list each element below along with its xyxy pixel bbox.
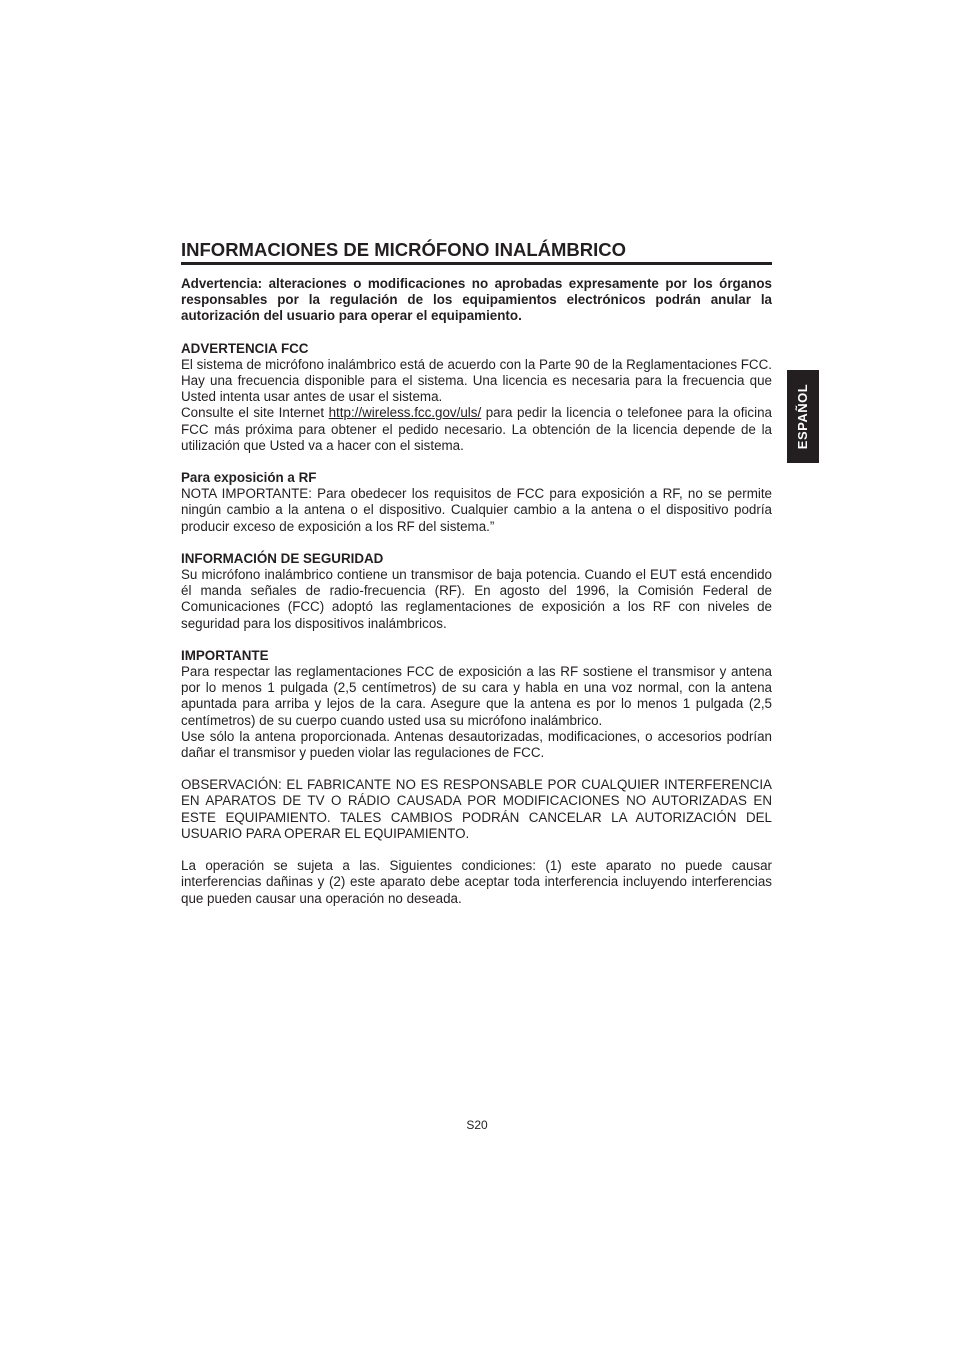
observation-paragraph: OBSERVACIÓN: EL FABRICANTE NO ES RESPONSABLE POR CUALQUIER INTERFERENCIA EN APARATOS DE TV O RÁDIO CAUSADA POR MODIFICACIONES NO AUTORIZADAS EN ESTE EQUIPAMIENTO. TALES CAMBIOS PODRÁN CANCELAR LA AUTORIZACIÓN DEL USUARIO PARA OPERAR EL EQUIPAMIENTO. xyxy=(181,777,772,841)
fcc-paragraph-2 xyxy=(181,405,772,454)
section-important xyxy=(181,648,772,761)
section-title-important: IMPORTANTE xyxy=(181,647,269,663)
fcc-paragraph-2-end: para pedir la licencia o telefonee para la oficina FCC más próxima para obtener el pedido necesario. La obtención de la licencia depende de la utilización que Usted va a hacer con el sistema. xyxy=(181,405,772,453)
operation-conditions-paragraph: La operación se sujeta a las. Siguientes condiciones: (1) este aparato no puede causar interferencias dañinas y (2) este aparato debe aceptar toda interferencia incluyendo interferencias que pueden causar una operación no deseada. xyxy=(181,858,772,906)
section-fcc-warning xyxy=(181,341,772,454)
section-safety xyxy=(181,551,772,632)
language-side-tab xyxy=(787,370,819,463)
safety-paragraph: Su micrófono inalámbrico contiene un transmisor de baja potencia. Cuando el EUT está encendido él manda señales de radio-frecuencia (RF). En agosto del 1996, la Comisión Federal de Comunicaciones (FCC) adoptó las reglamentaciones de exposición a los RF con niveles de seguridad para los dispositivos inalámbricos. xyxy=(181,567,772,631)
rf-paragraph: NOTA IMPORTANTE: Para obedecer los requisitos de FCC para exposición a RF, no se permite ningún cambio a la antena o el dispositivo. Cualquier cambio a la antena o el dispositivo podría producir exceso de exposición a los RF del sistema.” xyxy=(181,486,772,534)
fcc-license-link[interactable]: http://wireless.fcc.gov/uls/ xyxy=(328,405,482,421)
page-number: S20 xyxy=(466,1118,488,1132)
important-paragraph-2: Use sólo la antena proporcionada. Antenas desautorizadas, modificaciones, o accesorios podrían dañar el transmisor y pueden violar las regulaciones de FCC. xyxy=(181,728,772,761)
page-content xyxy=(181,238,772,907)
important-paragraph-1: Para respectar las reglamentaciones FCC de exposición a las RF sostiene el transmisor y antena por lo menos 1 pulgada (2,5 centímetros) de su cara y habla en una voz normal, con la antena apuntada para arriba y lejos de la cara. Asegure que la antena es por lo menos 1 pulgada (2,5 centímetros) de su cuerpo cuando usted usa su micrófono inalámbrico. xyxy=(181,664,772,728)
language-tab-label: ESPAÑOL xyxy=(795,383,811,450)
section-rf-exposure xyxy=(181,470,772,535)
section-title-safety: INFORMACIÓN DE SEGURIDAD xyxy=(181,550,384,566)
section-title-fcc: ADVERTENCIA FCC xyxy=(181,340,309,356)
page-title: INFORMACIONES DE MICRÓFONO INALÁMBRICO xyxy=(181,238,772,265)
section-title-rf: Para exposición a RF xyxy=(181,470,317,486)
warning-paragraph: Advertencia: alteraciones o modificaciones no aprobadas expresamente por los órganos responsables por la regulación de los equipamientos electrónicos podrán anular la autorización del usuario para operar el equipamiento. xyxy=(181,276,772,324)
fcc-paragraph-1: El sistema de micrófono inalámbrico está de acuerdo con la Parte 90 de la Reglamentaciones FCC. Hay una frecuencia disponible para el sistema. Una licencia es necesaria para la frecuencia que Usted intenta usar antes de usar el sistema. xyxy=(181,356,772,405)
fcc-paragraph-2-start: Consulte el site Internet xyxy=(181,405,329,421)
